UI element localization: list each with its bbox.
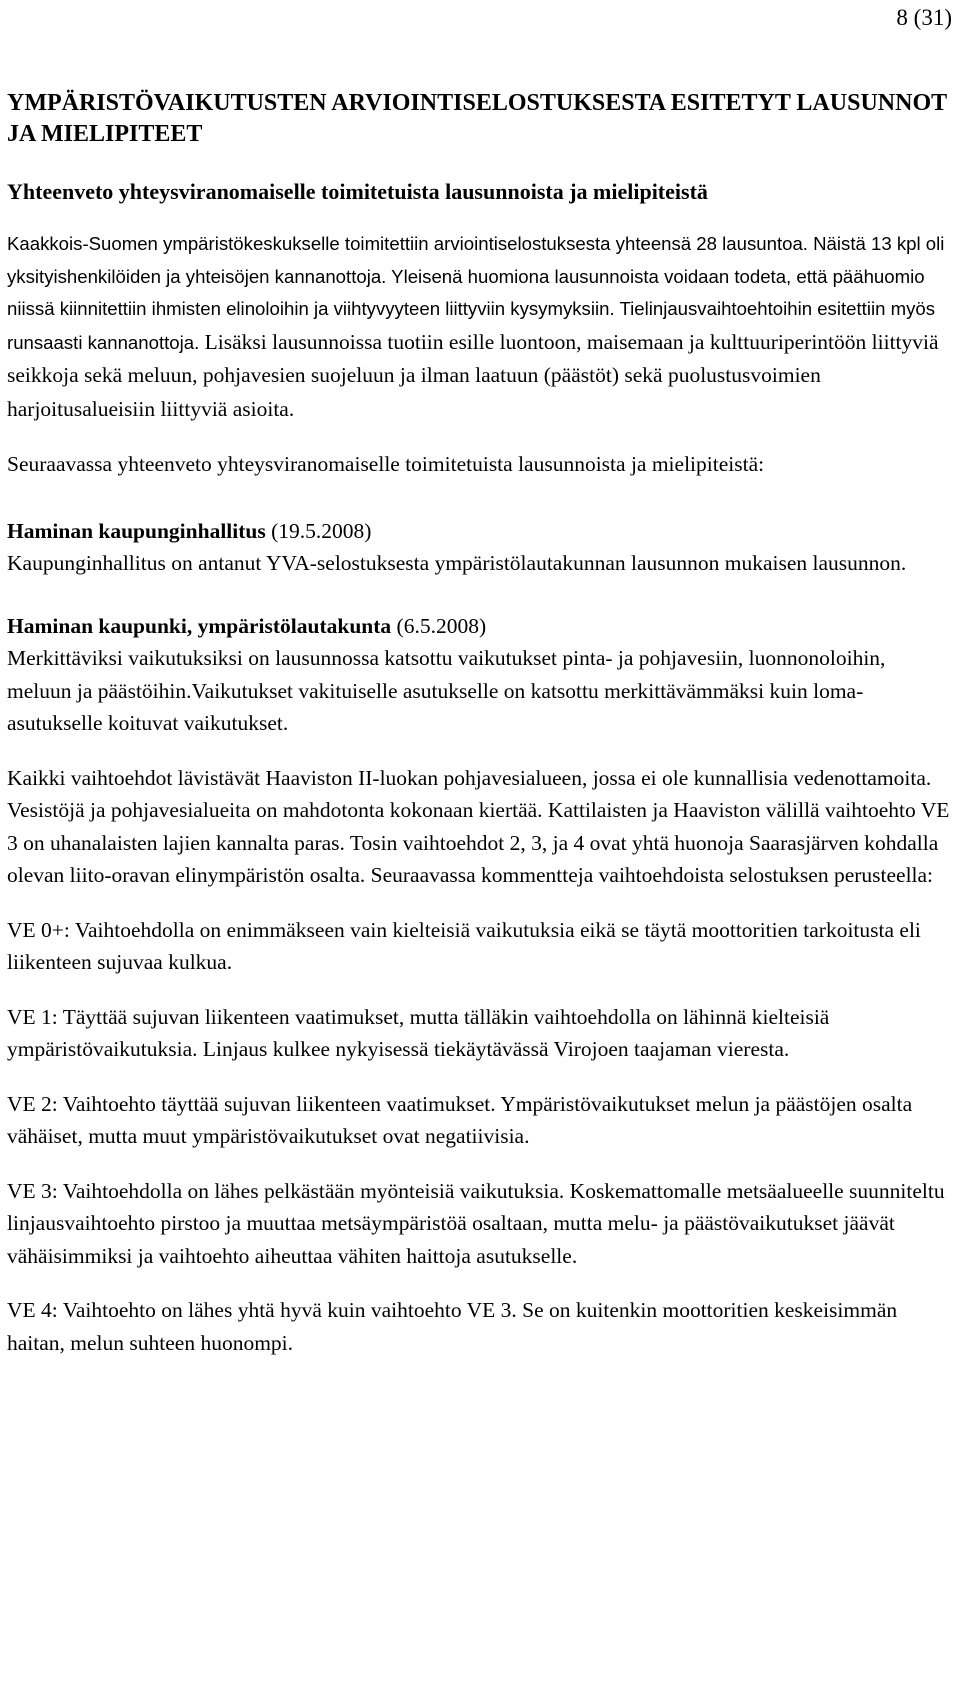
- spacer: [7, 979, 952, 1001]
- page-content: [7, 88, 952, 1359]
- document-title: YMPÄRISTÖVAIKUTUSTEN ARVIOINTISELOSTUKSESTA ESITETYT LAUSUNNOT JA MIELIPITEET: [7, 90, 947, 147]
- spacer: [7, 1066, 952, 1088]
- statement-paragraph: Merkittäviksi vaikutuksiksi on lausunnossa katsottu vaikutukset pinta- ja pohjavesiin, luonnonoloihin, meluun ja päästöihin.Vaikutukset vakituiselle asutukselle on katsottu merkittävämmäksi kuin loma-asutukselle koituvat vaikutukset.: [7, 646, 886, 735]
- ve3-paragraph: VE 3: Vaihtoehdolla on lähes pelkästään myönteisiä vaikutuksia. Koskemattomalle metsäalueelle suunniteltu linjausvaihtoehto pirstoo ja muuttaa metsäympäristöä osaltaan, mutta melu- ja päästövaikutukset jäävät vähäisimmiksi ja vaihtoehto aiheuttaa vähiten haittoja asutukselle.: [7, 1178, 945, 1268]
- statement-date: (19.5.2008): [265, 518, 372, 543]
- ve0-paragraph: VE 0+: Vaihtoehdolla on enimmäkseen vain kielteisiä vaikutuksia eikä se täytä moottoritien tarkoitusta eli liikenteen sujuvaa kulkua.: [7, 917, 921, 974]
- spacer: [7, 892, 952, 914]
- spacer: [7, 740, 952, 762]
- ve2-paragraph: VE 2: Vaihtoehto täyttää sujuvan liikenteen vaatimukset. Ympäristövaikutukset melun ja päästöjen osalta vähäiset, mutta muut ympäristövaikutukset ovat negatiivisia.: [7, 1091, 913, 1148]
- spacer: [7, 426, 952, 448]
- statement-paragraph: Kaikki vaihtoehdot lävistävät Haaviston II-luokan pohjavesialueen, jossa ei ole kunnallisia vedenottamoita. Vesistöjä ja pohjavesialueita on mahdotonta kokonaan kiertää. Kattilaisten ja Haaviston välillä vaihtoehto VE 3 on uhanalaisten lajien kannalta paras. Tosin vaihtoehdot 2, 3, ja 4 ovat yhtä huonoja Saarasjärven kohdalla olevan liito-oravan elinympäristön osalta. Seuraavassa kommentteja vaihtoehdoista selostuksen perusteella:: [7, 765, 950, 887]
- intro-serif-text: Lisäksi lausunnoissa tuotiin esille luontoon, maisemaan ja kulttuuriperintöön liittyviä seikkoja sekä meluun, pohjavesien suojeluun ja ilman laatuun (päästöt) sekä puolustusvoimien harjoitusalueisiin liittyviä asioita.: [7, 329, 939, 421]
- summary-heading: Yhteenveto yhteysviranomaiselle toimitetuista lausunnoista ja mielipiteistä: [7, 179, 708, 204]
- spacer: [7, 1272, 952, 1294]
- statement-paragraph: Kaupunginhallitus on antanut YVA-selostuksesta ympäristölautakunnan lausunnon mukaisen lausunnon.: [7, 551, 907, 575]
- statement-author: Haminan kaupunginhallitus: [7, 518, 266, 543]
- spacer: [7, 1153, 952, 1175]
- ve4-paragraph: VE 4: Vaihtoehto on lähes yhtä hyvä kuin vaihtoehto VE 3. Se on kuitenkin moottoritien keskeisimmän haitan, melun suhteen huonompi.: [7, 1298, 898, 1355]
- intro-paragraph: [7, 228, 952, 426]
- statement-heading: [7, 610, 952, 643]
- lead-in-paragraph: Seuraavassa yhteenveto yhteysviranomaiselle toimitetuista lausunnoista ja mielipiteistä:: [7, 452, 765, 476]
- statement-haminan-kaupunginhallitus: [7, 515, 952, 580]
- intro-sans-text: Kaakkois-Suomen ympäristökeskukselle toimitettiin arviointiselostuksesta yhteensä 28 lausuntoa. Näistä 13 kpl oli yksityishenkilöiden ja yhteisöjen kannanottoja. Yleisenä huomiona lausunnoista voidaan todeta, että päähuomio niissä kiinnitettiin ihmisten elinoloihin ja viihtyvyyteen liittyviin kysymyksiin. Tielinjausvaihtoehtoihin esitettiin myös runsaasti kannanottoja.: [7, 233, 945, 353]
- statement-author: Haminan kaupunki, ympäristölautakunta: [7, 613, 392, 638]
- statement-heading: [7, 515, 952, 548]
- ve1-paragraph: VE 1: Täyttää sujuvan liikenteen vaatimukset, mutta tälläkin vaihtoehdolla on lähinnä kielteisiä ympäristövaikutuksia. Linjaus kulkee nykyisessä tiekäytävässä Virojoen taajaman vieresta.: [7, 1004, 830, 1061]
- statement-date: (6.5.2008): [391, 613, 487, 638]
- spacer: [7, 580, 952, 610]
- page-number: 8 (31): [896, 5, 952, 30]
- statement-ymparistolautakunta: [7, 610, 952, 1360]
- spacer: [7, 481, 952, 515]
